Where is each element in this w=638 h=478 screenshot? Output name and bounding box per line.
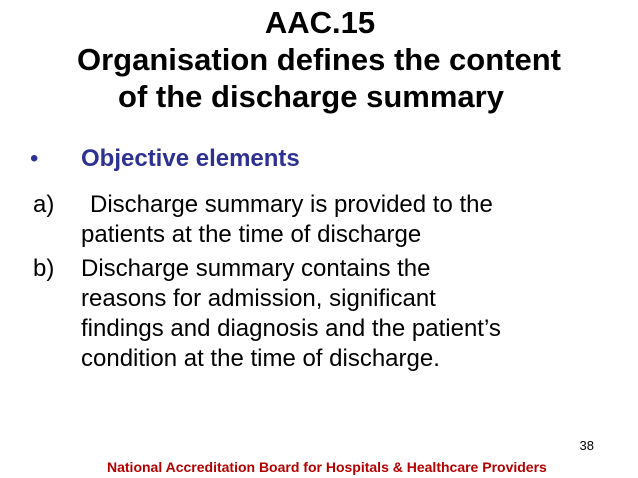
title-line-3: of the discharge summary	[118, 79, 504, 114]
footer-organization: National Accreditation Board for Hospitals & Healthcare Providers	[107, 459, 547, 475]
slide-title	[0, 4, 638, 115]
objective-elements-label: Objective elements	[81, 145, 300, 172]
list-item-b-text	[81, 254, 621, 374]
title-code: AAC.15	[264, 5, 376, 40]
page-number: 38	[579, 438, 594, 453]
list-item-b-line-4: condition at the time of discharge.	[81, 345, 440, 372]
title-line-2: Organisation defines the content	[77, 42, 561, 77]
list-marker-a: a)	[33, 191, 55, 218]
list-item-b-line-2: reasons for admission, significant	[81, 285, 436, 312]
list-item-b-line-1: Discharge summary contains the	[81, 255, 431, 282]
list-item-a-line-2: patients at the time of discharge	[81, 221, 422, 248]
list-item-a-line-1: Discharge summary is provided to the	[90, 191, 493, 218]
bullet-icon: •	[30, 145, 39, 172]
list-item-a-text	[81, 190, 621, 250]
list-item-b-line-3: findings and diagnosis and the patient’s	[81, 315, 501, 342]
list-marker-b: b)	[33, 255, 55, 282]
